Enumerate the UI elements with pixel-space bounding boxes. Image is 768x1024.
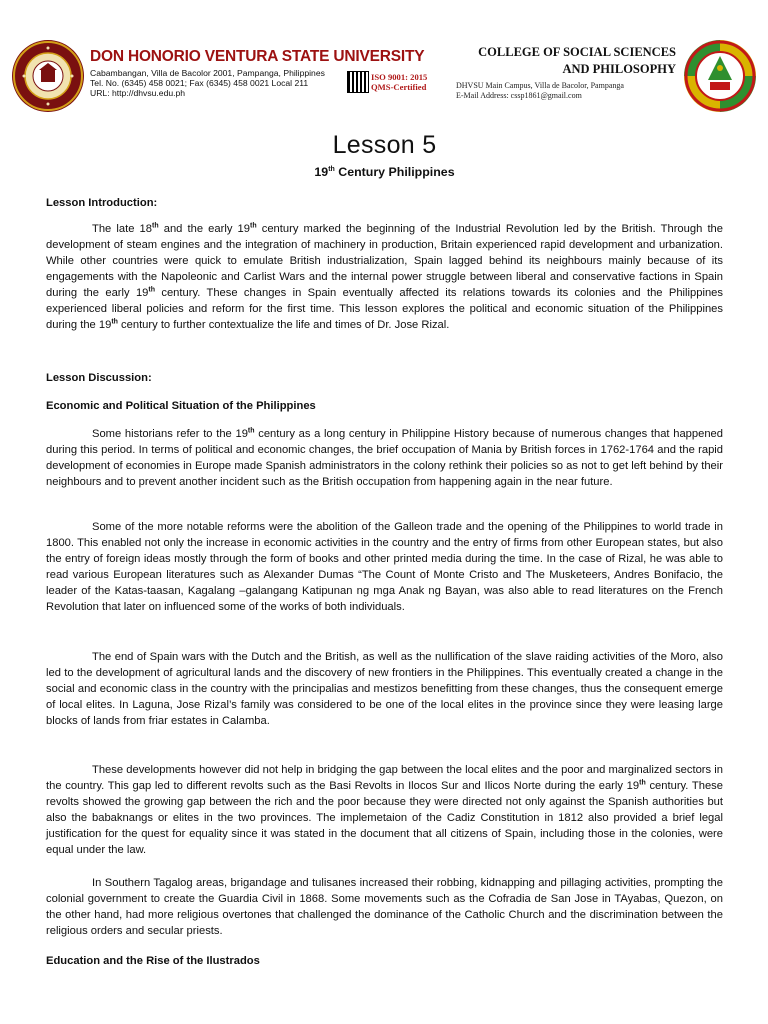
heading-education-ilustrados: Education and the Rise of the Ilustrados [46, 955, 260, 967]
heading-lesson-discussion: Lesson Discussion: [46, 372, 152, 384]
college-name-line-1: COLLEGE OF SOCIAL SCIENCES [478, 45, 676, 59]
lesson-title: Lesson 5 [332, 131, 437, 159]
heading-economic-political: Economic and Political Situation of the Philippines [46, 400, 316, 412]
university-address: Cabambangan, Villa de Bacolor 2001, Pampanga, Philippines [90, 68, 325, 78]
university-seal-icon [12, 40, 84, 112]
university-telephone: Tel. No. (6345) 458 0021; Fax (6345) 458 0021 Local 211 [90, 78, 309, 88]
letterhead [0, 0, 768, 110]
lesson-subtitle: 19th Century Philippines [314, 165, 455, 179]
college-name-line-2: AND PHILOSOPHY [562, 62, 676, 76]
paragraph-revolts: These developments however did not help in bridging the gap between the local elites and the poor and marginalized sectors in the country. This gap led to different revolts such as the Basi Revolts in Ilocos Sur and Ilicos Norte during the early 19th century. These revolts showed the growing gap between the rich and the poor because they were directed not only against the Spanish authorities but also the babaknangs or elites in the two provinces. The implemetaion of the Cadiz Constitution in 1812 also provided a brief legal justification for the quest for equality since it was stated in the document that all citizens of Spain, including those in the colonies, were equal under the law. [46, 764, 723, 856]
college-seal-icon [684, 40, 756, 112]
paragraph-long-century: Some historians refer to the 19th century as a long century in Philippine History because of numerous changes that happened during this period. In terms of political and economic changes, the brief occupation of Mania by British forces in 1762-1764 and the rapid development of economies in Europe made Spanish administrators in the colony rethink their policies so as not to get left behind by their neighbours and to prevent another incident such as the British occupation from happening again in the near future. [46, 427, 723, 488]
college-contact [456, 81, 624, 101]
iso-certification [348, 72, 448, 92]
paragraph-southern-tagalog: In Southern Tagalog areas, brigandage and tulisanes increased their robbing, kidnapping and pillaging activities, prompting the colonial government to create the Guardia Civil in 1868. Some movements such as the Cofradia de San Jose in TAyabas, Quezon, on the other hand, had more religious overtones that challenged the dominance of the Catholic Church and the discrimination between the religious orders and secular priests. [46, 877, 723, 937]
paragraph-reforms: Some of the more notable reforms were the abolition of the Galleon trade and the opening of the Philippines to world trade in 1800. This enabled not only the increase in economic activities in the country and the entry of firms from other European states, but also the entry of foreign ideas mostly through the form of books and other printed media during the time. In the case of Rizal, he was able to read various European literatures such as Alexander Dumas “The Count of Monte Cristo and The Musketeers, Andres Bonifacio, the leader of the Katas-taasan, Kagalang –galangang Katipunan ng mga Anak ng Bayan, was also able to read literatures on the French Revolution that later on influenced some of the works of both individuals. [46, 521, 723, 613]
university-name: DON HONORIO VENTURA STATE UNIVERSITY [90, 48, 425, 65]
qr-code-icon [348, 72, 368, 92]
iso-certified: QMS-Certified [371, 82, 427, 92]
college-name [478, 44, 676, 78]
university-contact [90, 68, 325, 98]
heading-lesson-introduction: Lesson Introduction: [46, 197, 158, 209]
iso-standard: ISO 9001: 2015 [371, 72, 428, 82]
college-campus: DHVSU Main Campus, Villa de Bacolor, Pampanga [456, 81, 624, 90]
paragraph-introduction: The late 18th and the early 19th century marked the beginning of the Industrial Revolution led by the British. Through the development of steam engines and the integration of machinery in production, Britain experienced rapid development and urbanization. While other countries were quick to emulate British industrialization, Spain lagged behind its neighbours mainly because of its engagements with the Napoleonic and Carlist Wars and the internal power struggle between liberal and conservative factions in Spain during the early 19th century. These changes in Spain eventually affected its relations towards its colonies and the Philippines experienced liberal policies and reform for the first time. This lesson explores the political and economic situation of the Philippines during the 19th century to further contextualize the life and times of Dr. Jose Rizal. [46, 222, 723, 331]
paragraph-local-elites: The end of Spain wars with the Dutch and the British, as well as the nullification of the slave raiding activities of the Moro, also led to the development of agricultural lands and the discovery of new frontiers in the Philippines. This eventually created a change in the social and economic class in the country with the principalias and mestizos benefitting from these changes, thus the consequent emerge of local elites. In Laguna, Jose Rizal’s family was considered to be one of the local elites in the province since they were leasing large blocks of lands from friar estates in Calamba. [46, 651, 723, 727]
college-email: E-Mail Address: cssp1861@gmail.com [456, 91, 582, 100]
university-url: URL: http://dhvsu.edu.ph [90, 88, 186, 98]
